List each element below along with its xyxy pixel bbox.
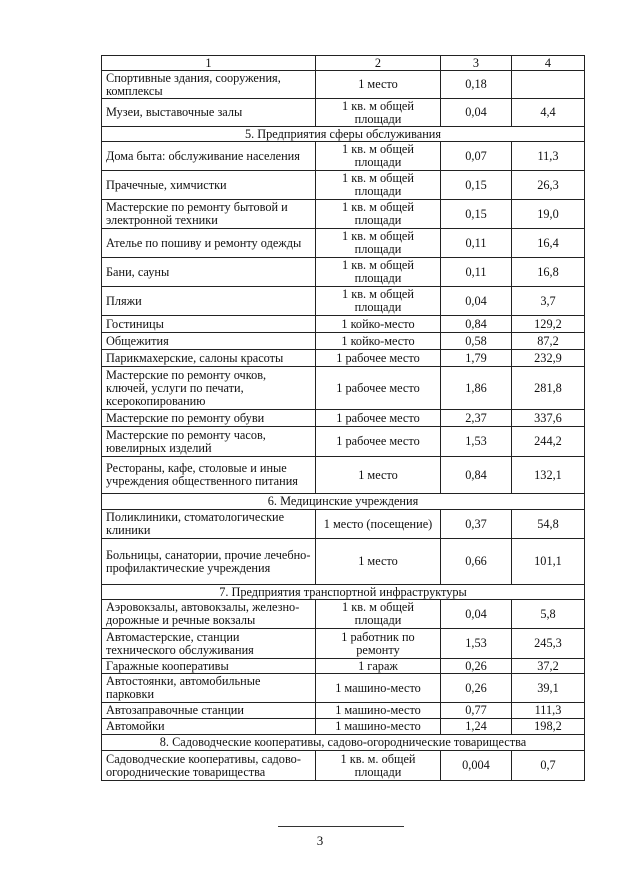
- table-row: [102, 258, 585, 287]
- total-value-cell: 0,7: [512, 751, 585, 781]
- norm-value-cell: 0,07: [441, 142, 512, 171]
- unit-cell: 1 кв. м общей площади: [316, 600, 441, 629]
- table-row: [102, 142, 585, 171]
- norm-value-cell: 0,84: [441, 316, 512, 333]
- total-value-cell: 5,8: [512, 600, 585, 629]
- unit-cell: 1 машино-место: [316, 719, 441, 735]
- table-row: [102, 427, 585, 457]
- section-title: 7. Предприятия транспортной инфраструктуры: [102, 585, 585, 600]
- facility-type-cell: Мастерские по ремонту часов, ювелирных изделий: [102, 427, 316, 457]
- column-number-1: 1: [102, 56, 316, 71]
- norm-value-cell: 0,004: [441, 751, 512, 781]
- total-value-cell: 198,2: [512, 719, 585, 735]
- table-row: [102, 674, 585, 703]
- unit-cell: 1 кв. м общей площади: [316, 171, 441, 200]
- total-value-cell: 111,3: [512, 703, 585, 719]
- norm-value-cell: 0,84: [441, 457, 512, 494]
- column-number-3: 3: [441, 56, 512, 71]
- table-row: [102, 367, 585, 410]
- norm-value-cell: 0,11: [441, 258, 512, 287]
- unit-cell: 1 работник по ремонту: [316, 629, 441, 659]
- table-row: [102, 410, 585, 427]
- unit-cell: 1 рабочее место: [316, 350, 441, 367]
- total-value-cell: 132,1: [512, 457, 585, 494]
- facility-type-cell: Рестораны, кафе, столовые и иные учреждения общественного питания: [102, 457, 316, 494]
- facility-type-cell: Гостиницы: [102, 316, 316, 333]
- unit-cell: 1 машино-место: [316, 674, 441, 703]
- table-row: [102, 659, 585, 674]
- table-row: [102, 287, 585, 316]
- column-number-2: 2: [316, 56, 441, 71]
- unit-cell: 1 рабочее место: [316, 367, 441, 410]
- total-value-cell: 87,2: [512, 333, 585, 350]
- facility-type-cell: Поликлиники, стоматологические клиники: [102, 510, 316, 539]
- unit-cell: 1 кв. м общей площади: [316, 200, 441, 229]
- facility-type-cell: Садоводческие кооперативы, садово-огороднические товарищества: [102, 751, 316, 781]
- unit-cell: 1 кв. м. общей площади: [316, 751, 441, 781]
- facility-type-cell: Музеи, выставочные залы: [102, 99, 316, 127]
- unit-cell: 1 рабочее место: [316, 427, 441, 457]
- total-value-cell: 54,8: [512, 510, 585, 539]
- norm-value-cell: 1,86: [441, 367, 512, 410]
- total-value-cell: 39,1: [512, 674, 585, 703]
- table-row: [102, 751, 585, 781]
- total-value-cell: 337,6: [512, 410, 585, 427]
- unit-cell: 1 кв. м общей площади: [316, 142, 441, 171]
- norm-value-cell: 0,58: [441, 333, 512, 350]
- facility-type-cell: Мастерские по ремонту бытовой и электронной техники: [102, 200, 316, 229]
- column-number-row: [102, 56, 585, 71]
- unit-cell: 1 рабочее место: [316, 410, 441, 427]
- norm-value-cell: 0,66: [441, 539, 512, 585]
- norm-value-cell: 1,79: [441, 350, 512, 367]
- total-value-cell: 16,8: [512, 258, 585, 287]
- column-number-4: 4: [512, 56, 585, 71]
- facility-type-cell: Парикмахерские, салоны красоты: [102, 350, 316, 367]
- unit-cell: 1 койко-место: [316, 333, 441, 350]
- total-value-cell: 101,1: [512, 539, 585, 585]
- section-header-row: [102, 127, 585, 142]
- page-number: 3: [316, 833, 324, 848]
- norm-value-cell: 0,04: [441, 287, 512, 316]
- total-value-cell: 3,7: [512, 287, 585, 316]
- table-row: [102, 350, 585, 367]
- norm-value-cell: 0,26: [441, 674, 512, 703]
- norm-value-cell: 0,15: [441, 200, 512, 229]
- facility-type-cell: Больницы, санатории, прочие лечебно-профилактические учреждения: [102, 539, 316, 585]
- total-value-cell: 16,4: [512, 229, 585, 258]
- unit-cell: 1 кв. м общей площади: [316, 99, 441, 127]
- table-body: [102, 71, 585, 781]
- total-value-cell: 19,0: [512, 200, 585, 229]
- total-value-cell: 4,4: [512, 99, 585, 127]
- table-row: [102, 71, 585, 99]
- unit-cell: 1 кв. м общей площади: [316, 287, 441, 316]
- facility-type-cell: Бани, сауны: [102, 258, 316, 287]
- table-row: [102, 629, 585, 659]
- facility-type-cell: Прачечные, химчистки: [102, 171, 316, 200]
- unit-cell: 1 место: [316, 457, 441, 494]
- total-value-cell: 281,8: [512, 367, 585, 410]
- facility-type-cell: Мастерские по ремонту обуви: [102, 410, 316, 427]
- facility-type-cell: Автомастерские, станции технического обслуживания: [102, 629, 316, 659]
- table-row: [102, 510, 585, 539]
- facility-type-cell: Гаражные кооперативы: [102, 659, 316, 674]
- total-value-cell: 129,2: [512, 316, 585, 333]
- norm-value-cell: 0,04: [441, 600, 512, 629]
- total-value-cell: 11,3: [512, 142, 585, 171]
- table-row: [102, 600, 585, 629]
- total-value-cell: 232,9: [512, 350, 585, 367]
- section-header-row: [102, 585, 585, 600]
- table-row: [102, 539, 585, 585]
- facility-type-cell: Автозаправочные станции: [102, 703, 316, 719]
- unit-cell: 1 кв. м общей площади: [316, 229, 441, 258]
- norm-value-cell: 0,11: [441, 229, 512, 258]
- norm-value-cell: 0,04: [441, 99, 512, 127]
- total-value-cell: 37,2: [512, 659, 585, 674]
- section-title: 6. Медицинские учреждения: [102, 494, 585, 510]
- facility-type-cell: Общежития: [102, 333, 316, 350]
- facility-type-cell: Мастерские по ремонту очков, ключей, услуги по печати, ксерокопированию: [102, 367, 316, 410]
- table-row: [102, 229, 585, 258]
- table-row: [102, 200, 585, 229]
- total-value-cell: [512, 71, 585, 99]
- facility-type-cell: Автостоянки, автомобильные парковки: [102, 674, 316, 703]
- table-row: [102, 333, 585, 350]
- total-value-cell: 26,3: [512, 171, 585, 200]
- table-row: [102, 171, 585, 200]
- norm-value-cell: 1,53: [441, 629, 512, 659]
- unit-cell: 1 койко-место: [316, 316, 441, 333]
- unit-cell: 1 машино-место: [316, 703, 441, 719]
- facility-type-cell: Спортивные здания, сооружения, комплексы: [102, 71, 316, 99]
- unit-cell: 1 место: [316, 71, 441, 99]
- unit-cell: 1 место: [316, 539, 441, 585]
- norm-value-cell: 0,15: [441, 171, 512, 200]
- table-row: [102, 99, 585, 127]
- facility-type-cell: Ателье по пошиву и ремонту одежды: [102, 229, 316, 258]
- total-value-cell: 245,3: [512, 629, 585, 659]
- facility-type-cell: Пляжи: [102, 287, 316, 316]
- norm-value-cell: 1,24: [441, 719, 512, 735]
- norm-value-cell: 2,37: [441, 410, 512, 427]
- unit-cell: 1 гараж: [316, 659, 441, 674]
- facility-type-cell: Дома быта: обслуживание населения: [102, 142, 316, 171]
- norm-value-cell: 1,53: [441, 427, 512, 457]
- table-row: [102, 316, 585, 333]
- table-row: [102, 703, 585, 719]
- unit-cell: 1 кв. м общей площади: [316, 258, 441, 287]
- facility-type-cell: Аэровокзалы, автовокзалы, железно-дорожные и речные вокзалы: [102, 600, 316, 629]
- norm-value-cell: 0,26: [441, 659, 512, 674]
- norm-value-cell: 0,18: [441, 71, 512, 99]
- total-value-cell: 244,2: [512, 427, 585, 457]
- section-header-row: [102, 735, 585, 751]
- footer-divider: [278, 826, 404, 827]
- norm-value-cell: 0,37: [441, 510, 512, 539]
- section-title: 5. Предприятия сферы обслуживания: [102, 127, 585, 142]
- facility-type-cell: Автомойки: [102, 719, 316, 735]
- section-header-row: [102, 494, 585, 510]
- section-title: 8. Садоводческие кооперативы, садово-огороднические товарищества: [102, 735, 585, 751]
- unit-cell: 1 место (посещение): [316, 510, 441, 539]
- table-row: [102, 457, 585, 494]
- norms-table: [101, 55, 585, 781]
- norm-value-cell: 0,77: [441, 703, 512, 719]
- table-row: [102, 719, 585, 735]
